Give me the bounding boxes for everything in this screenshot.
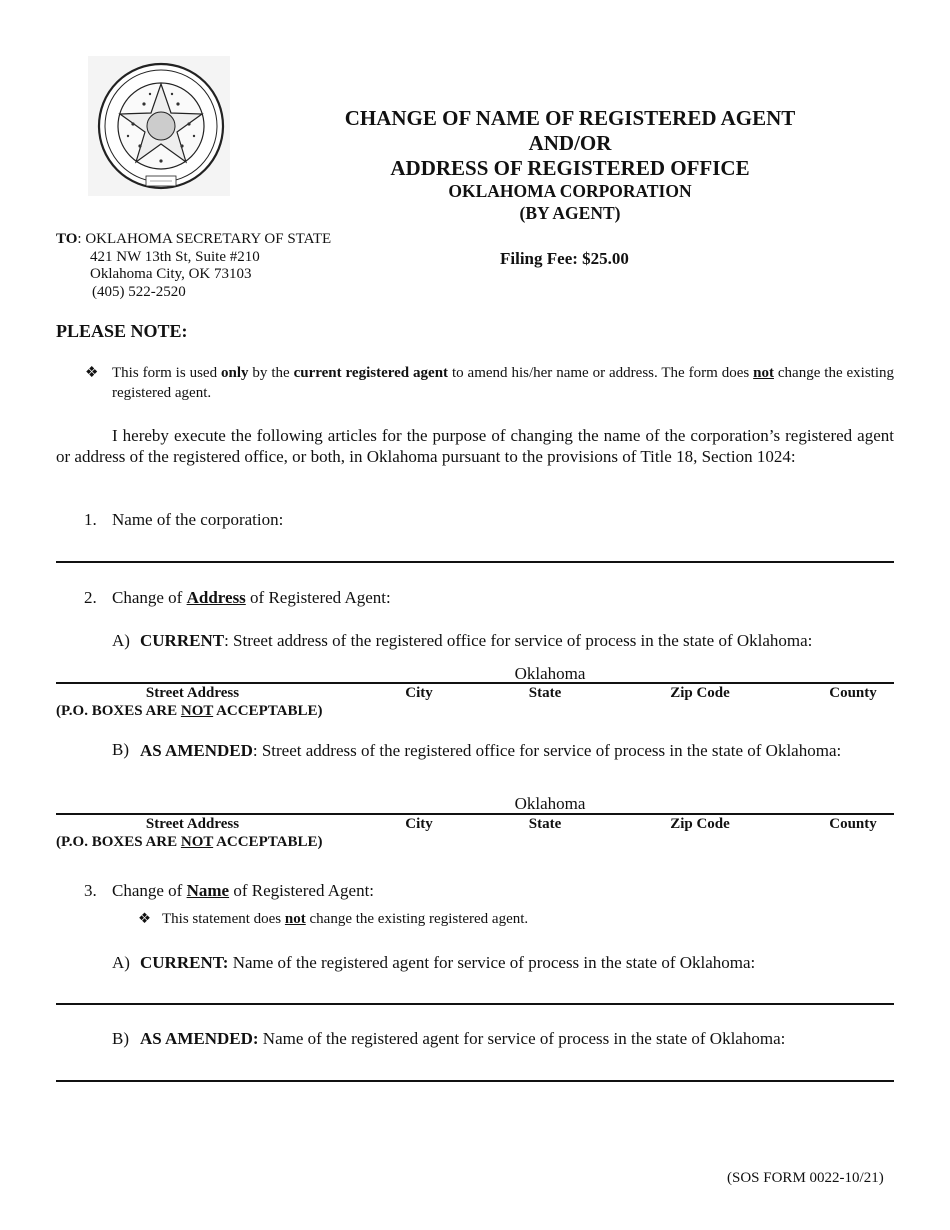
to-label: TO <box>56 231 78 247</box>
item-2b-letter: B) <box>112 740 129 759</box>
county-label: County <box>829 685 877 701</box>
city-label: City <box>405 816 433 832</box>
po-box-warning: (P.O. BOXES ARE NOT ACCEPTABLE) <box>56 834 323 850</box>
intro-paragraph: I hereby execute the following articles for the purpose of changing the name of the corporation’s registered agent or address of the registered office, or both, in Oklahoma pursuant to the provisions of Title 18, Section 1024: <box>56 426 894 466</box>
filing-fee: Filing Fee: $25.00 <box>500 249 629 268</box>
recipient-address-line-1: 421 NW 13th St, Suite #210 <box>90 248 260 265</box>
item-2-label: Change of Address of Registered Agent: <box>112 588 391 607</box>
form-title-line-3: ADDRESS OF REGISTERED OFFICE <box>390 156 750 180</box>
oklahoma-state-seal-icon <box>88 56 230 196</box>
state-label: State <box>528 816 562 832</box>
item-1-label: Name of the corporation: <box>112 510 284 529</box>
amended-state-value: Oklahoma <box>514 794 586 813</box>
form-subtitle-1: OKLAHOMA CORPORATION <box>448 181 692 201</box>
note-text: This form is used only by the current registered agent to amend his/her name or address. The form does not change the existing registered agent. <box>112 365 895 401</box>
zip-code-label: Zip Code <box>670 816 730 832</box>
recipient-address-line-2: Oklahoma City, OK 73103 <box>90 266 252 282</box>
street-address-label: Street Address <box>145 816 240 832</box>
item-3b-letter: B) <box>112 1029 129 1048</box>
street-address-label: Street Address <box>145 685 240 701</box>
county-label: County <box>829 816 877 832</box>
city-label: City <box>405 685 433 701</box>
current-agent-name-field[interactable] <box>56 1003 894 1005</box>
corporation-name-field[interactable] <box>56 561 894 563</box>
po-box-warning: (P.O. BOXES ARE NOT ACCEPTABLE) <box>56 703 323 719</box>
amended-agent-name-field[interactable] <box>56 1080 894 1082</box>
item-3a-letter: A) <box>112 953 130 972</box>
form-number: (SOS FORM 0022-10/21) <box>727 1170 884 1186</box>
zip-code-label: Zip Code <box>670 685 730 701</box>
item-2a-letter: A) <box>112 631 130 650</box>
item-3a-text: CURRENT: Name of the registered agent for service of process in the state of Oklahoma: <box>140 953 756 972</box>
diamond-bullet-icon: ❖ <box>85 365 99 381</box>
current-address-field[interactable] <box>56 682 894 684</box>
item-1-number: 1. <box>84 510 97 529</box>
current-state-value: Oklahoma <box>514 664 586 683</box>
item-3b-text: AS AMENDED: Name of the registered agent for service of process in the state of Oklahoma: <box>140 1029 786 1048</box>
item-2b-text: AS AMENDED: Street address of the registered office for service of process in the state of Oklahoma: <box>140 741 842 760</box>
item-3-note: This statement does not change the existing registered agent. <box>162 911 529 927</box>
please-note-heading: PLEASE NOTE: <box>56 321 188 341</box>
recipient-name: : OKLAHOMA SECRETARY OF STATE <box>77 231 332 247</box>
diamond-bullet-icon: ❖ <box>138 911 151 927</box>
form-title-line-2: AND/OR <box>528 131 612 155</box>
item-3-label: Change of Name of Registered Agent: <box>112 881 375 900</box>
item-3-number: 3. <box>84 881 97 900</box>
state-seal <box>88 56 230 196</box>
recipient-phone: (405) 522-2520 <box>92 283 186 300</box>
state-label: State <box>528 685 562 701</box>
item-2a-text: CURRENT: Street address of the registered office for service of process in the state of Oklahoma: <box>140 631 813 650</box>
form-title-line-1: CHANGE OF NAME OF REGISTERED AGENT <box>344 106 796 130</box>
item-2-number: 2. <box>84 588 97 607</box>
recipient-address-block <box>56 231 331 301</box>
amended-address-field[interactable] <box>56 813 894 815</box>
form-subtitle-2: (BY AGENT) <box>519 203 621 223</box>
